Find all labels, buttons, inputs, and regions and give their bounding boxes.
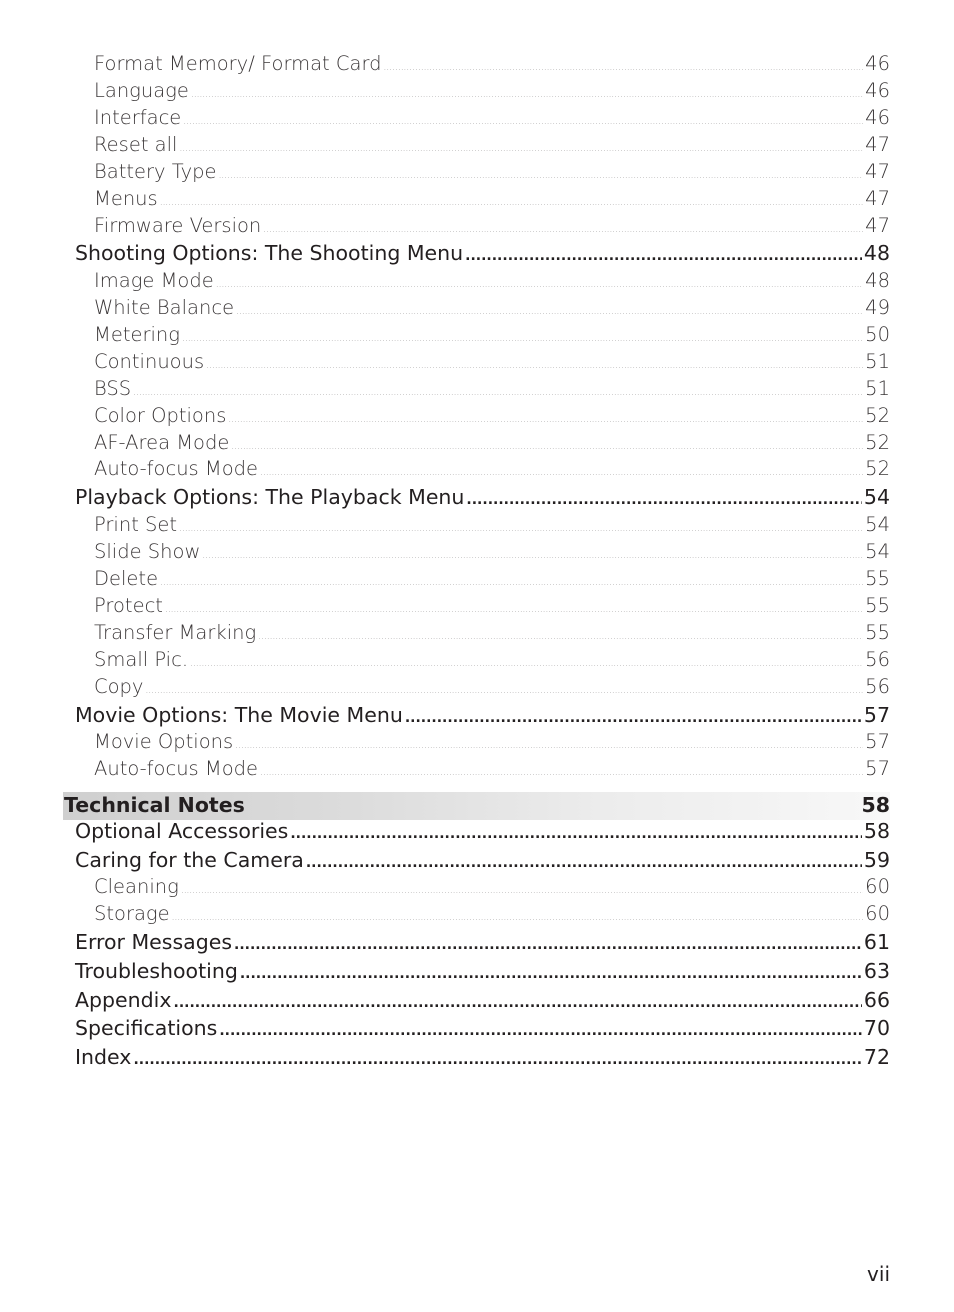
toc-entry-label: Error Messages: [75, 930, 233, 954]
leader-dots: [206, 361, 863, 371]
toc-entry-label: Battery Type: [94, 160, 217, 183]
toc-entry-page-number: 60: [865, 902, 890, 925]
toc-entry-label: Reset all: [94, 133, 178, 156]
toc-entry-label: Index: [75, 1045, 132, 1069]
toc-entry-label: Firmware Version: [94, 214, 262, 237]
leader-dots: [133, 388, 863, 398]
toc-entry[interactable]: [94, 296, 890, 319]
toc-entry[interactable]: [75, 485, 890, 509]
toc-entry[interactable]: [75, 1045, 890, 1069]
toc-entry[interactable]: [75, 959, 890, 983]
toc-entry[interactable]: [94, 431, 890, 454]
toc-entry-page-number: 46: [865, 106, 890, 129]
toc-entry-page-number: 48: [863, 241, 890, 265]
toc-entry-label: Metering: [94, 323, 180, 346]
leader-dots: [183, 117, 863, 127]
toc-entry-page-number: 48: [865, 269, 890, 292]
leader-dots: [202, 551, 863, 561]
toc-entry[interactable]: [94, 594, 890, 617]
leader-dots: [240, 966, 862, 982]
leader-dots: [260, 768, 863, 778]
toc-entry-label: Cleaning: [94, 875, 179, 898]
leader-dots: [145, 686, 863, 696]
toc-entry[interactable]: [94, 540, 890, 563]
toc-entry-label: Troubleshooting: [75, 959, 238, 983]
toc-entry-page-number: 66: [863, 988, 890, 1012]
toc-entry-page-number: 55: [865, 567, 890, 590]
leader-dots: [190, 659, 863, 669]
toc-entry[interactable]: [94, 214, 890, 237]
leader-dots: [234, 937, 862, 953]
section-title: Technical Notes: [64, 793, 245, 817]
toc-entry[interactable]: [75, 819, 890, 843]
leader-dots: [236, 307, 863, 317]
leader-dots: [133, 1052, 861, 1068]
toc-entry-label: Print Set: [94, 513, 178, 536]
toc-entry-label: Appendix: [75, 988, 172, 1012]
leader-dots: [263, 225, 863, 235]
toc-entry[interactable]: [94, 52, 890, 75]
toc-entry[interactable]: [94, 106, 890, 129]
toc-entry-page-number: 55: [865, 621, 890, 644]
toc-entry[interactable]: [94, 133, 890, 156]
toc-entry-label: Color Options: [94, 404, 227, 427]
toc-entry-page-number: 46: [865, 52, 890, 75]
toc-entry[interactable]: [94, 621, 890, 644]
toc-entry-page-number: 57: [865, 730, 890, 753]
toc-entry-label: Storage: [94, 902, 170, 925]
toc-entry-page-number: 58: [863, 819, 890, 843]
toc-entry[interactable]: [94, 567, 890, 590]
leader-dots: [465, 248, 862, 264]
toc-entry[interactable]: [94, 902, 890, 925]
toc-entry-page-number: 61: [863, 930, 890, 954]
leader-dots: [160, 198, 863, 208]
toc-entry[interactable]: [75, 848, 890, 872]
leader-dots: [466, 492, 861, 508]
leader-dots: [174, 995, 862, 1011]
toc-entry-label: Image Mode: [94, 269, 214, 292]
leader-dots: [160, 578, 863, 588]
leader-dots: [219, 171, 864, 181]
toc-entry-page-number: 56: [865, 675, 890, 698]
toc-entry-page-number: 49: [865, 296, 890, 319]
toc-entry-page-number: 57: [865, 757, 890, 780]
toc-entry-page-number: 59: [863, 848, 890, 872]
toc-entry[interactable]: [94, 675, 890, 698]
toc-entry[interactable]: [94, 377, 890, 400]
toc-entry[interactable]: [75, 703, 890, 727]
section-page-number: 58: [861, 793, 890, 817]
toc-entry-page-number: 52: [865, 431, 890, 454]
toc-entry-label: Delete: [94, 567, 159, 590]
toc-entry-label: AF-Area Mode: [94, 431, 230, 454]
toc-entry-label: Protect: [94, 594, 163, 617]
toc-entry[interactable]: [94, 648, 890, 671]
leader-dots: [182, 334, 863, 344]
leader-dots: [219, 1023, 862, 1039]
toc-entry-page-number: 46: [865, 79, 890, 102]
toc-entry-label: Specifications: [75, 1016, 218, 1040]
toc-entry-label: Playback Options: The Playback Menu: [75, 485, 465, 509]
toc-entry-page-number: 47: [865, 160, 890, 183]
toc-entry-label: Slide Show: [94, 540, 201, 563]
toc-entry-page-number: 56: [865, 648, 890, 671]
toc-entry-page-number: 50: [865, 323, 890, 346]
toc-entry[interactable]: [94, 350, 890, 373]
toc-entry-label: Movie Options: The Movie Menu: [75, 703, 403, 727]
toc-entry[interactable]: [94, 79, 890, 102]
leader-dots: [179, 524, 863, 534]
toc-entry-label: Shooting Options: The Shooting Menu: [75, 241, 464, 265]
toc-entry-page-number: 54: [865, 540, 890, 563]
toc-entry-page-number: 52: [865, 457, 890, 480]
toc-entry-label: Interface: [94, 106, 182, 129]
page-folio: vii: [867, 1262, 890, 1286]
toc-entry[interactable]: [75, 1016, 890, 1040]
toc-entry-page-number: 57: [863, 703, 890, 727]
toc-entry[interactable]: [94, 513, 890, 536]
toc-entry-label: Auto-focus Mode: [94, 457, 259, 480]
toc-entry-label: Optional Accessories: [75, 819, 289, 843]
toc-entry[interactable]: [94, 875, 890, 898]
toc-entry-page-number: 51: [865, 350, 890, 373]
toc-entry[interactable]: [94, 160, 890, 183]
toc-entry-page-number: 63: [863, 959, 890, 983]
leader-dots: [384, 63, 864, 73]
toc-entry[interactable]: [75, 241, 890, 265]
toc-entry-label: Menus: [94, 187, 158, 210]
toc-entry-page-number: 51: [865, 377, 890, 400]
toc-entry-label: Caring for the Camera: [75, 848, 304, 872]
toc-entry[interactable]: [94, 730, 890, 753]
leader-dots: [228, 415, 863, 425]
leader-dots: [306, 855, 862, 871]
toc-entry[interactable]: [94, 404, 890, 427]
leader-dots: [181, 886, 863, 896]
toc-entry-label: Auto-focus Mode: [94, 757, 259, 780]
leader-dots: [216, 280, 863, 290]
leader-dots: [235, 741, 863, 751]
leader-dots: [179, 144, 863, 154]
toc-entry-page-number: 54: [863, 485, 890, 509]
toc-entry[interactable]: [94, 269, 890, 292]
leader-dots: [231, 442, 863, 452]
toc-entry[interactable]: [75, 930, 890, 954]
toc-entry-page-number: 52: [865, 404, 890, 427]
leader-dots: [191, 90, 863, 100]
leader-dots: [258, 632, 863, 642]
toc-entry-page-number: 47: [865, 133, 890, 156]
toc-entry-label: Copy: [94, 675, 144, 698]
toc-entry-page-number: 55: [865, 594, 890, 617]
toc-entry-label: BSS: [94, 377, 132, 400]
toc-entry-page-number: 54: [865, 513, 890, 536]
toc-entry[interactable]: [94, 457, 890, 480]
toc-entry[interactable]: [94, 187, 890, 210]
toc-entry[interactable]: [94, 323, 890, 346]
leader-dots: [290, 826, 862, 842]
toc-entry[interactable]: [75, 988, 890, 1012]
toc-entry-page-number: 70: [863, 1016, 890, 1040]
toc-entry-page-number: 60: [865, 875, 890, 898]
toc-entry-label: Language: [94, 79, 189, 102]
toc-entry-label: White Balance: [94, 296, 235, 319]
leader-dots: [165, 605, 863, 615]
toc-entry-label: Format Memory/ Format Card: [94, 52, 382, 75]
leader-dots: [172, 913, 864, 923]
toc-entry-label: Continuous: [94, 350, 205, 373]
toc-entry-label: Small Pic.: [94, 648, 189, 671]
leader-dots: [260, 468, 863, 478]
leader-dots: [405, 710, 862, 726]
toc-entry-page-number: 47: [865, 187, 890, 210]
toc-entry-label: Transfer Marking: [94, 621, 257, 644]
toc-entry-label: Movie Options: [94, 730, 234, 753]
toc-entry-page-number: 72: [863, 1045, 890, 1069]
toc-entry[interactable]: [94, 757, 890, 780]
toc-entry-page-number: 47: [865, 214, 890, 237]
